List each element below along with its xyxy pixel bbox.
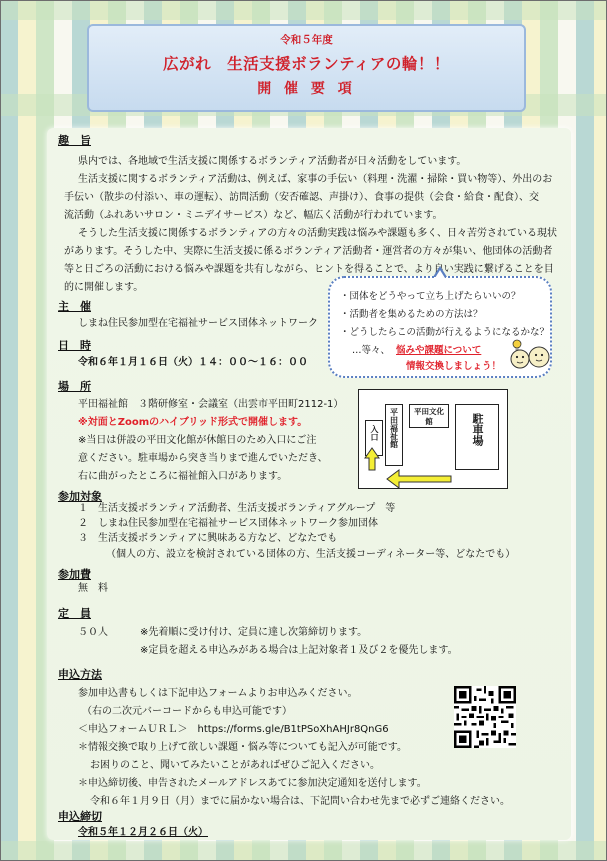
purpose-line: があります。そうした中、実際に生活支援に係るボランティア活動者・運営者の方々が集い、他団体の活動者 <box>64 246 553 257</box>
section-heading-application: 申込方法 <box>58 668 102 681</box>
organizer-text: しまね住民参加型在宅福祉サービス団体ネットワーク <box>78 318 318 329</box>
venue-note: 意ください。駐車場から突き当りまで進んでいただき、 <box>78 453 328 464</box>
purpose-line: 生活支援に関するボランティア活動は、例えば、家事の手伝い（料理・洗濯・掃除・買い物等）、外出のお <box>78 174 553 185</box>
application-line: ＊情報交換で取り上げて欲しい課題・悩み等についても記入が可能です。 <box>78 742 407 753</box>
venue-note: 右に曲がったところに福祉館入口があります。 <box>78 471 288 482</box>
purpose-line: 的に開催します。 <box>64 282 144 293</box>
section-heading-capacity: 定 員 <box>58 607 91 620</box>
section-heading-venue: 場 所 <box>58 380 91 393</box>
datetime-text: 令和６年１月１６日（火）１４：００～１６：００ <box>78 357 308 368</box>
application-line: ＊申込締切後、申告されたメールアドレスあてに参加決定通知を送付します。 <box>78 778 427 789</box>
application-line: 参加申込書もしくは下記申込フォームよりお申込みください。 <box>78 688 358 699</box>
section-heading-purpose: 趣 旨 <box>58 134 91 147</box>
banner-heading: 開 催 要 項 <box>257 81 356 97</box>
deadline-text: 令和５年１２月２６日（火） <box>78 827 208 838</box>
target-item: ３ 生活支援ボランティアに興味ある方など、どなたでも <box>78 533 338 544</box>
purpose-line: 県内では、各地域で生活支援に関係するボランティア活動者が日々活動をしています。 <box>78 156 467 167</box>
bubble-item: ・活動者を集めるための方法は？ <box>340 309 483 320</box>
purpose-line: そうした生活支援に関係するボランティアの方々の活動実践は悩みや課題も多く、日々苦労されている現状 <box>78 228 557 239</box>
banner-subtitle: 令和５年度 <box>280 34 333 46</box>
target-item: ２ しまね住民参加型在宅福祉サービス団体ネットワーク参加団体 <box>78 518 378 529</box>
bubble-closing-line2: 情報交換しましょう！ <box>406 361 502 372</box>
capacity-note: ※定員を超える申込みがある場合は上記対象者１及び２を優先します。 <box>140 645 458 656</box>
application-line: （右の二次元バーコードからも申込可能です） <box>82 706 292 717</box>
purpose-line: 手伝い（散歩の付添い、車の運転）、訪問活動（安否確認、声掛け）、食事の提供（会食・給食・配食）、交 <box>64 192 539 203</box>
banner-title: 広がれ 生活支援ボランティアの輪！！ <box>163 55 450 73</box>
section-heading-datetime: 日 時 <box>58 339 91 352</box>
bubble-item: ・団体をどうやって立ち上げたらいいの？ <box>340 291 521 302</box>
fee-text: 無 料 <box>78 583 108 594</box>
target-item: （個人の方、設立を検討されている団体の方、生活支援コーディネーター等、どなたでも） <box>106 549 516 560</box>
hybrid-note: ※対面とZoomのハイブリッド形式で開催します。 <box>78 417 308 428</box>
map-entrance-label: 入口 <box>370 425 379 441</box>
venue-text: 平田福祉館 ３階研修室・会議室（出雲市平田町2112-1） <box>78 399 344 410</box>
application-url[interactable]: ＜申込フォームＵＲＬ＞ https://forms.gle/B1tPSoXhAHJr8QnG6 <box>78 724 389 735</box>
section-heading-organizer: 主 催 <box>58 300 91 313</box>
bubble-item: ・どうしたらこの活動が行えるようになるかな？ <box>340 327 550 338</box>
map-bunkakan-label: 平田文化館 <box>414 407 444 426</box>
section-heading-fee: 参加費 <box>58 568 91 581</box>
section-heading-deadline: 申込締切 <box>58 810 102 823</box>
purpose-line: 流活動（ふれあいサロン・ミニデイサービス）など、幅広く活動が行われています。 <box>64 210 443 221</box>
purpose-line: 等と日ごろの活動における悩みや課題を共有しながら、ヒントを得ることで、より良い実践に繋げることを目 <box>64 264 554 275</box>
map-fukushikan-label: 平田福祉館 <box>389 408 399 448</box>
bubble-closing-highlight: 悩みや課題について <box>396 345 482 356</box>
application-line: お困りのこと、聞いてみたいことがあればぜひご記入ください。 <box>90 760 380 771</box>
bubble-closing-prefix: …等々、 <box>352 345 391 356</box>
map-parking-label: 駐車場 <box>471 413 484 446</box>
venue-note: ※当日は併設の平田文化館が休館日のため入口にご注 <box>78 435 317 446</box>
target-item: １ 生活支援ボランティア活動者、生活支援ボランティアグループ 等 <box>78 503 396 514</box>
application-line: 令和６年１月９日（月）までに届かない場合は、下記問い合わせ先まで必ずご連絡ください。 <box>90 796 510 807</box>
capacity-note: ※先着順に受け付け、定員に達し次第締切ります。 <box>140 627 368 638</box>
section-heading-target: 参加対象 <box>58 490 102 503</box>
capacity-count: ５０人 <box>78 627 108 638</box>
